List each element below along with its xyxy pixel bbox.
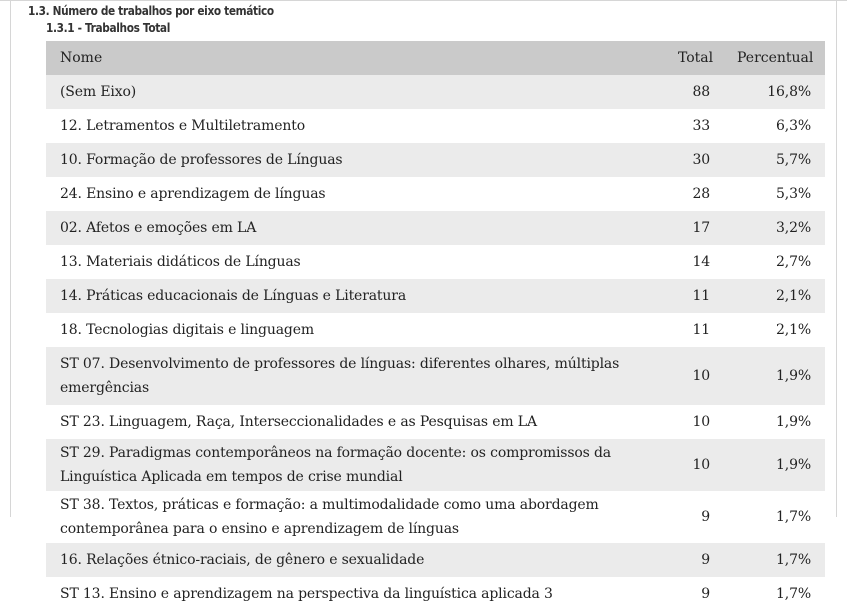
row-name-cell: ST 07. Desenvolvimento de professores de línguas: diferentes olhares, múltiplas emergências xyxy=(46,347,664,405)
row-percent-cell: 2,7% xyxy=(723,245,825,279)
panel-left-border xyxy=(10,0,11,517)
row-percent-cell: 16,8% xyxy=(723,75,825,109)
table-row xyxy=(46,211,825,245)
table-row xyxy=(46,313,825,347)
row-name-cell: 02. Afetos e emoções em LA xyxy=(46,211,664,245)
row-total-cell: 9 xyxy=(664,577,723,611)
panel-right-border xyxy=(836,0,837,517)
row-name-cell: 18. Tecnologias digitais e linguagem xyxy=(46,313,664,347)
row-percent-cell: 6,3% xyxy=(723,109,825,143)
table-row xyxy=(46,543,825,577)
row-total-cell: 11 xyxy=(664,313,723,347)
table-row xyxy=(46,577,825,611)
row-total-cell: 88 xyxy=(664,75,723,109)
table-row xyxy=(46,109,825,143)
row-total-cell: 30 xyxy=(664,143,723,177)
row-name-cell: 13. Materiais didáticos de Línguas xyxy=(46,245,664,279)
row-total-cell: 28 xyxy=(664,177,723,211)
table-row xyxy=(46,177,825,211)
row-name-cell: 16. Relações étnico-raciais, de gênero e sexualidade xyxy=(46,543,664,577)
table-row xyxy=(46,439,825,491)
row-total-cell: 10 xyxy=(664,347,723,405)
row-percent-cell: 5,7% xyxy=(723,143,825,177)
table-row xyxy=(46,491,825,543)
row-name-cell: 12. Letramentos e Multiletramento xyxy=(46,109,664,143)
row-percent-cell: 2,1% xyxy=(723,313,825,347)
table-row xyxy=(46,245,825,279)
row-name-cell: ST 38. Textos, práticas e formação: a multimodalidade como uma abordagem contemporânea para o ensino e aprendizagem de línguas xyxy=(46,491,664,543)
row-name-cell: ST 23. Linguagem, Raça, Interseccionalidades e as Pesquisas em LA xyxy=(46,405,664,439)
row-total-cell: 14 xyxy=(664,245,723,279)
row-name-cell: 10. Formação de professores de Línguas xyxy=(46,143,664,177)
row-percent-cell: 1,9% xyxy=(723,439,825,491)
row-percent-cell: 1,7% xyxy=(723,577,825,611)
table-header-row xyxy=(46,41,825,75)
row-name-cell: ST 29. Paradigmas contemporâneos na formação docente: os compromissos da Linguística Aplicada em tempos de crise mundial xyxy=(46,439,664,491)
row-total-cell: 11 xyxy=(664,279,723,313)
row-total-cell: 17 xyxy=(664,211,723,245)
table-header xyxy=(46,41,825,75)
row-percent-cell: 2,1% xyxy=(723,279,825,313)
row-name-cell: 24. Ensino e aprendizagem de línguas xyxy=(46,177,664,211)
section-title: 1.3. Número de trabalhos por eixo temático xyxy=(28,4,274,18)
row-total-cell: 10 xyxy=(664,405,723,439)
column-header-name[interactable]: Nome xyxy=(46,41,664,75)
table-row xyxy=(46,405,825,439)
table-row xyxy=(46,75,825,109)
column-header-total[interactable]: Total xyxy=(664,41,723,75)
row-percent-cell: 1,7% xyxy=(723,491,825,543)
row-total-cell: 10 xyxy=(664,439,723,491)
row-name-cell: 14. Práticas educacionais de Línguas e Literatura xyxy=(46,279,664,313)
row-total-cell: 9 xyxy=(664,491,723,543)
table-body xyxy=(46,75,825,611)
row-percent-cell: 3,2% xyxy=(723,211,825,245)
row-percent-cell: 5,3% xyxy=(723,177,825,211)
row-total-cell: 9 xyxy=(664,543,723,577)
table-row xyxy=(46,143,825,177)
works-by-axis-table xyxy=(46,41,825,611)
subsection-title: 1.3.1 - Trabalhos Total xyxy=(46,21,170,35)
row-total-cell: 33 xyxy=(664,109,723,143)
row-percent-cell: 1,9% xyxy=(723,405,825,439)
column-header-percent[interactable]: Percentual xyxy=(723,41,825,75)
row-name-cell: ST 13. Ensino e aprendizagem na perspectiva da linguística aplicada 3 xyxy=(46,577,664,611)
table-row xyxy=(46,347,825,405)
row-name-cell: (Sem Eixo) xyxy=(46,75,664,109)
table-row xyxy=(46,279,825,313)
row-percent-cell: 1,7% xyxy=(723,543,825,577)
row-percent-cell: 1,9% xyxy=(723,347,825,405)
panel-top-border xyxy=(0,0,847,1)
